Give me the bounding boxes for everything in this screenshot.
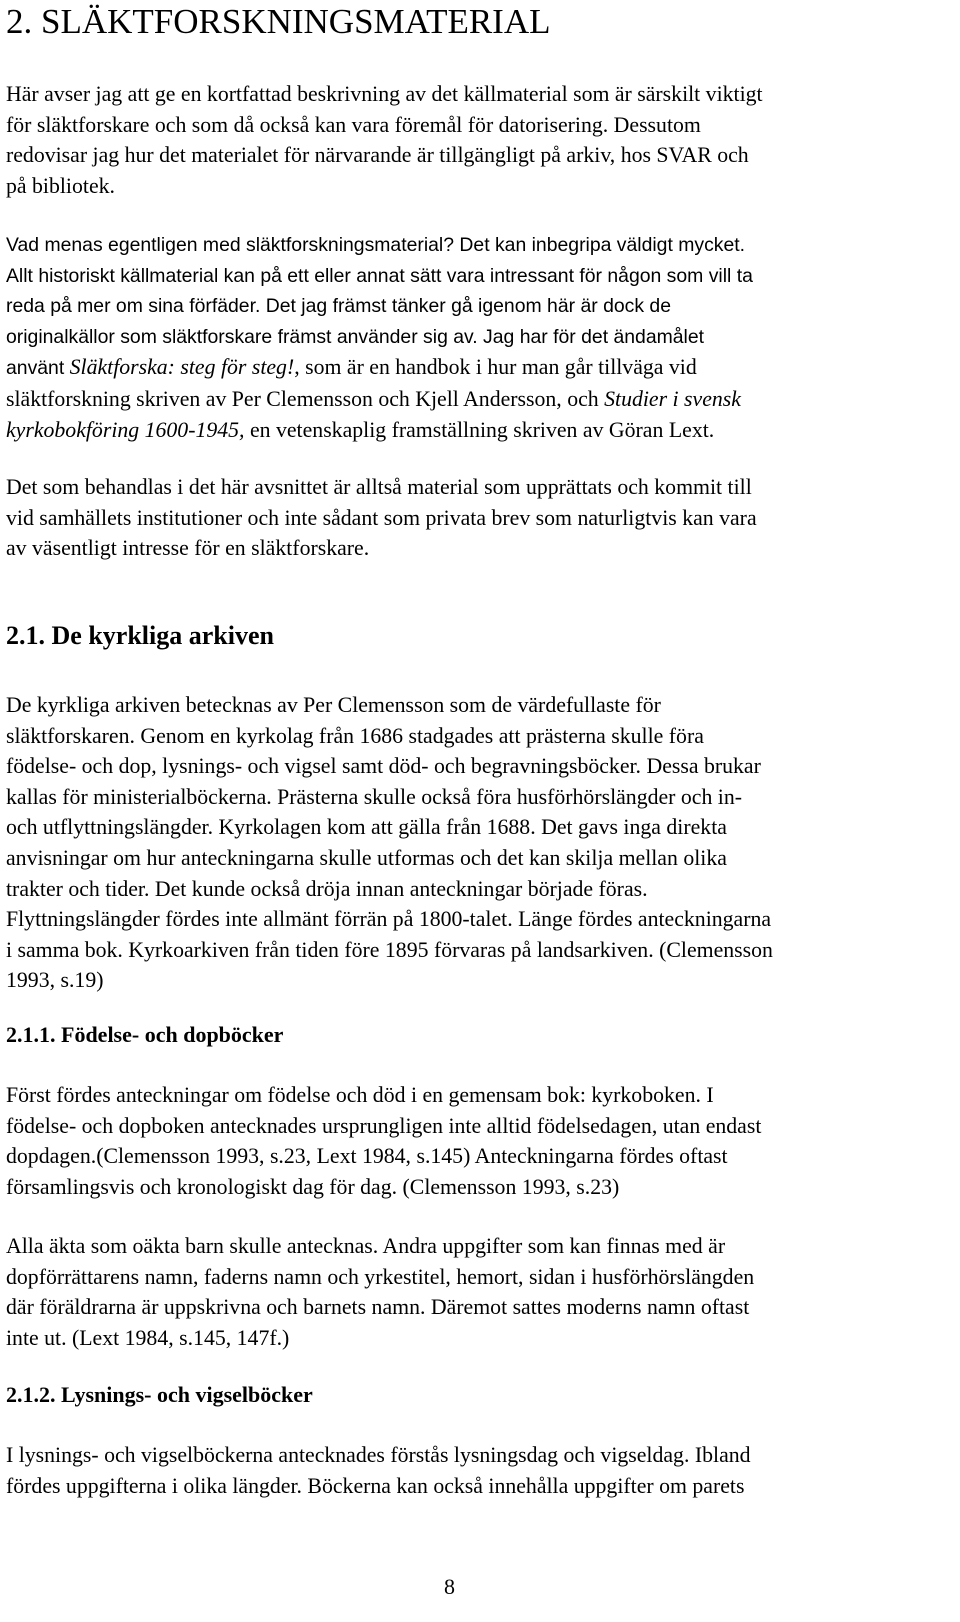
text-line: I lysnings- och vigselböckerna antecknades förstås lysningsdag och vigseldag. Ibland	[6, 1443, 751, 1467]
text-line: dopförrättarens namn, faderns namn och yrkestitel, hemort, sidan i husförhörslängden	[6, 1264, 755, 1289]
subsection-paragraph	[6, 1440, 934, 1501]
text-line: vid samhällets institutioner och inte sådant som privata brev som naturligtvis kan vara	[6, 505, 757, 530]
book-title: kyrkobokföring 1600-1945,	[6, 417, 245, 442]
text-line: anvisningar om hur anteckningarna skulle utformas och det kan skilja mellan olika	[6, 845, 727, 870]
text-line: släktforskaren. Genom en kyrkolag från 1686 stadgades att prästerna skulle föra	[6, 723, 704, 748]
text-line: Först fördes anteckningar om födelse och död i en gemensam bok: kyrkoboken. I	[6, 1083, 714, 1107]
subsection-paragraph	[6, 1231, 934, 1353]
text-line: inte ut. (Lext 1984, s.145, 147f.)	[6, 1325, 290, 1350]
subsection-heading: 2.1.2. Lysnings- och vigselböcker	[6, 1382, 313, 1407]
text-fragment: en vetenskaplig framställning skriven av Göran Lext.	[244, 417, 715, 442]
text-line: trakter och tider. Det kunde också dröja innan anteckningar började föras.	[6, 876, 648, 901]
scope-paragraph	[6, 472, 934, 564]
text-line: på bibliotek.	[6, 173, 115, 198]
text-line: för släktforskare och som då också kan vara föremål för datorisering. Dessutom	[6, 112, 701, 137]
text-fragment: använt	[6, 357, 70, 380]
text-line: födelse- och dop, lysnings- och vigsel samt död- och begravningsböcker. Dessa brukar	[6, 754, 761, 779]
chapter-heading: 2. SLÄKTFORSKNINGSMATERIAL	[6, 2, 551, 41]
text-line: födelse- och dopboken antecknades ursprungligen inte alltid födelsedagen, utan endast	[6, 1113, 762, 1138]
text-line: Det som behandlas i det här avsnittet är alltså material som upprättats och kommit till	[6, 475, 752, 499]
subsection-paragraph	[6, 1080, 934, 1202]
intro-paragraph	[6, 79, 934, 201]
text-line: redovisar jag hur det materialet för närvarande är tillgängligt på arkiv, hos SVAR och	[6, 143, 749, 168]
text-line	[6, 352, 934, 384]
text-line: kallas för ministerialböckerna. Prästerna skulle också föra husförhörslängder och in-	[6, 784, 743, 809]
text-line: i samma bok. Kyrkoarkiven från tiden före 1895 förvaras på landsarkiven. (Clemensson	[6, 937, 773, 962]
text-fragment: , som är en handbok i hur man går tillväga vid	[294, 355, 697, 380]
text-line: och utflyttningslängder. Kyrkolagen kom att gälla från 1688. Det gavs inga direkta	[6, 815, 727, 840]
text-fragment: släktforskning skriven av Per Clemensson och Kjell Andersson, och	[6, 386, 605, 411]
text-line: Alla äkta som oäkta barn skulle antecknas. Andra uppgifter som kan finnas med är	[6, 1234, 726, 1258]
text-line: originalkällor som släktforskare främst använder sig av. Jag har för det ändamålet	[6, 325, 705, 348]
section-heading: 2.1. De kyrkliga arkiven	[6, 621, 274, 650]
text-line: dopdagen.(Clemensson 1993, s.23, Lext 1984, s.145) Anteckningarna fördes oftast	[6, 1144, 728, 1169]
text-line	[6, 415, 934, 446]
text-line	[6, 384, 934, 415]
text-line: De kyrkliga arkiven betecknas av Per Clemensson som de värdefullaste för	[6, 693, 661, 717]
text-line: Allt historiskt källmaterial kan på ett eller annat sätt vara intressant för någon som vill ta	[6, 264, 753, 287]
text-line: Flyttningslängder fördes inte allmänt förrän på 1800-talet. Länge fördes anteckningarna	[6, 907, 772, 932]
book-title: Släktforska: steg för steg!	[69, 355, 295, 380]
book-title: Studier i svensk	[604, 386, 741, 411]
text-line: församlingsvis och kronologiskt dag för dag. (Clemensson 1993, s.23)	[6, 1174, 620, 1199]
text-line: där föräldrarna är uppskrivna och barnets namn. Däremot sattes moderns namn oftast	[6, 1295, 750, 1320]
text-line: reda på mer om sina förfäder. Det jag främst tänker gå igenom här är dock de	[6, 295, 671, 318]
definition-paragraph	[6, 230, 934, 445]
subsection-heading: 2.1.1. Födelse- och dopböcker	[6, 1022, 284, 1047]
text-line: 1993, s.19)	[6, 968, 104, 993]
text-line: fördes uppgifterna i olika längder. Böckerna kan också innehålla uppgifter om parets	[6, 1473, 745, 1498]
text-line: Här avser jag att ge en kortfattad beskrivning av det källmaterial som är särskilt viktigt	[6, 82, 763, 106]
page-number: 8	[444, 1574, 455, 1599]
text-line: av väsentligt intresse för en släktforskare.	[6, 536, 370, 561]
text-line: Vad menas egentligen med släktforskningsmaterial? Det kan inbegripa väldigt mycket.	[6, 234, 746, 256]
section-paragraph	[6, 690, 934, 996]
